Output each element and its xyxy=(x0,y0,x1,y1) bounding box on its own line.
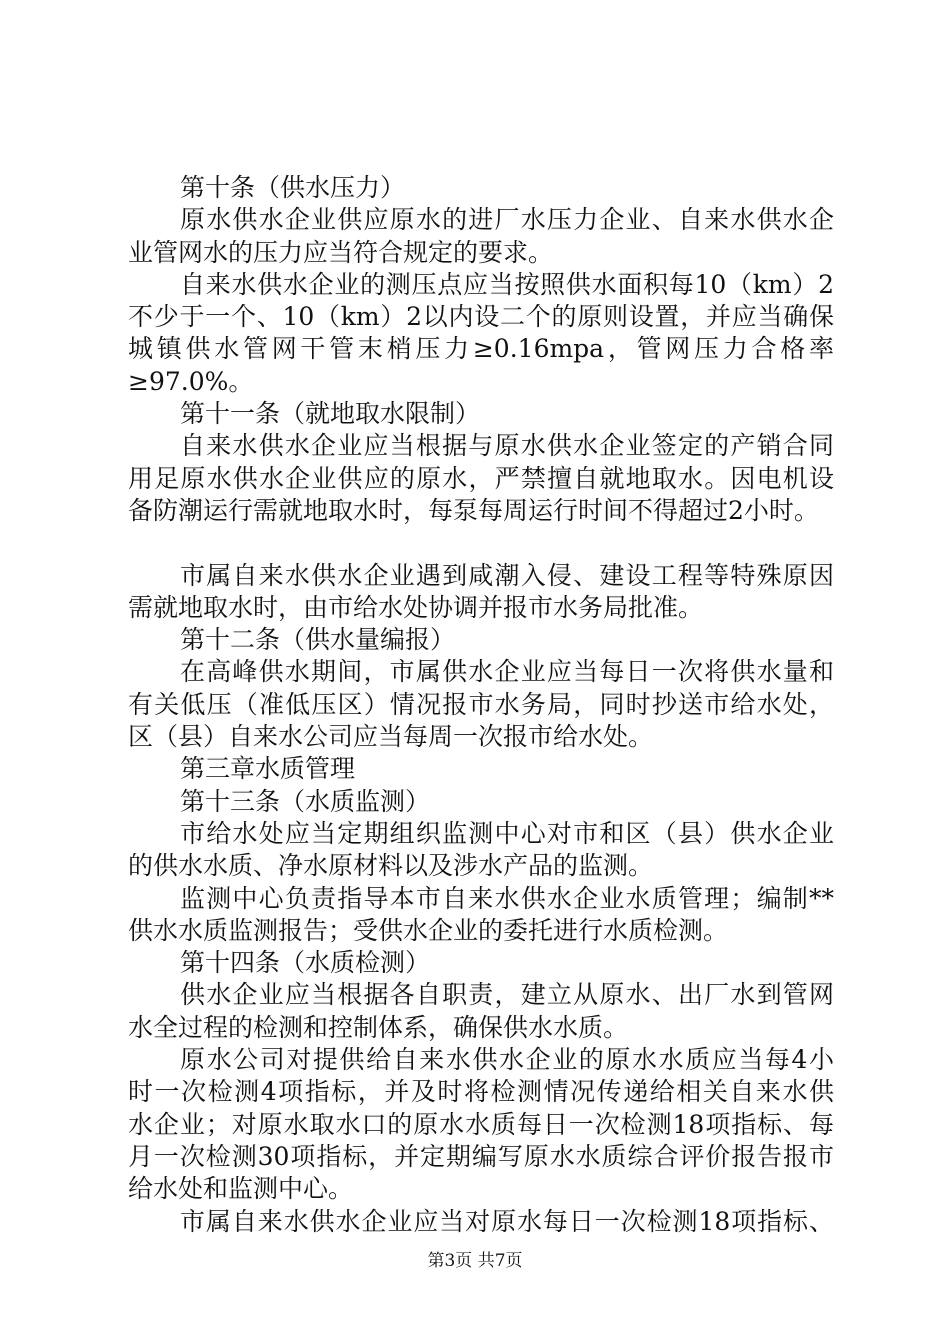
article-heading: 第十一条（就地取水限制） xyxy=(180,399,481,429)
paragraph-line: ≥97.0%。 xyxy=(128,366,254,396)
paragraph-line: 在高峰供水期间，市属供水企业应当每日一次将供水量和 xyxy=(180,657,834,687)
paragraph-line: 供水企业应当根据各自职责，建立从原水、出厂水到管网 xyxy=(180,980,834,1010)
paragraph-line: 水企业；对原水取水口的原水水质每日一次检测18项指标、每 xyxy=(128,1109,834,1139)
paragraph-line: 业管网水的压力应当符合规定的要求。 xyxy=(128,237,554,267)
paragraph-line: 供水水质监测报告；受供水企业的委托进行水质检测。 xyxy=(128,915,729,945)
paragraph-line: 市给水处应当定期组织监测中心对市和区（县）供水企业 xyxy=(180,818,834,848)
paragraph-line: 有关低压（准低压区）情况报市水务局，同时抄送市给水处， xyxy=(128,689,834,719)
paragraph-line: 的供水水质、净水原材料以及涉水产品的监测。 xyxy=(128,851,654,881)
article-heading: 第十三条（水质监测） xyxy=(180,786,431,816)
paragraph-line: 市属自来水供水企业遇到咸潮入侵、建设工程等特殊原因 xyxy=(180,560,834,590)
paragraph-line: 给水处和监测中心。 xyxy=(128,1174,354,1204)
paragraph-line: 城镇供水管网干管末梢压力≥0.16mpa，管网压力合格率 xyxy=(128,334,834,364)
article-heading: 第十条（供水压力） xyxy=(180,173,406,202)
blank-line xyxy=(128,527,834,559)
paragraph-line: 水全过程的检测和控制体系，确保供水水质。 xyxy=(128,1012,629,1042)
document-body xyxy=(128,172,834,1238)
paragraph-line: 需就地取水时，由市给水处协调并报市水务局批准。 xyxy=(128,592,704,622)
page-footer: 第3页 共7页 xyxy=(427,1251,523,1271)
chapter-heading: 第三章水质管理 xyxy=(180,754,356,784)
article-heading: 第十二条（供水量编报） xyxy=(180,625,456,655)
paragraph-line: 自来水供水企业的测压点应当按照供水面积每10（km）2 xyxy=(180,269,834,299)
paragraph-line: 用足原水供水企业供应的原水，严禁擅自就地取水。因电机设 xyxy=(128,463,834,493)
paragraph-line: 监测中心负责指导本市自来水供水企业水质管理；编制** xyxy=(180,883,834,913)
paragraph-line: 市属自来水供水企业应当对原水每日一次检测18项指标、 xyxy=(180,1206,834,1236)
paragraph-line: 区（县）自来水公司应当每周一次报市给水处。 xyxy=(128,722,654,752)
paragraph-line: 自来水供水企业应当根据与原水供水企业签定的产销合同 xyxy=(180,431,834,461)
paragraph-line: 原水供水企业供应原水的进厂水压力企业、自来水供水企 xyxy=(180,205,834,235)
paragraph-line: 月一次检测30项指标，并定期编写原水水质综合评价报告报市 xyxy=(128,1141,834,1171)
paragraph-line: 不少于一个、10（km）2以内设二个的原则设置，并应当确保 xyxy=(128,302,834,332)
article-heading: 第十四条（水质检测） xyxy=(180,948,431,978)
paragraph-line: 时一次检测4项指标，并及时将检测情况传递给相关自来水供 xyxy=(128,1077,834,1107)
paragraph-line: 备防潮运行需就地取水时，每泵每周运行时间不得超过2小时。 xyxy=(128,495,819,525)
paragraph-line: 原水公司对提供给自来水供水企业的原水水质应当每4小 xyxy=(180,1045,834,1075)
